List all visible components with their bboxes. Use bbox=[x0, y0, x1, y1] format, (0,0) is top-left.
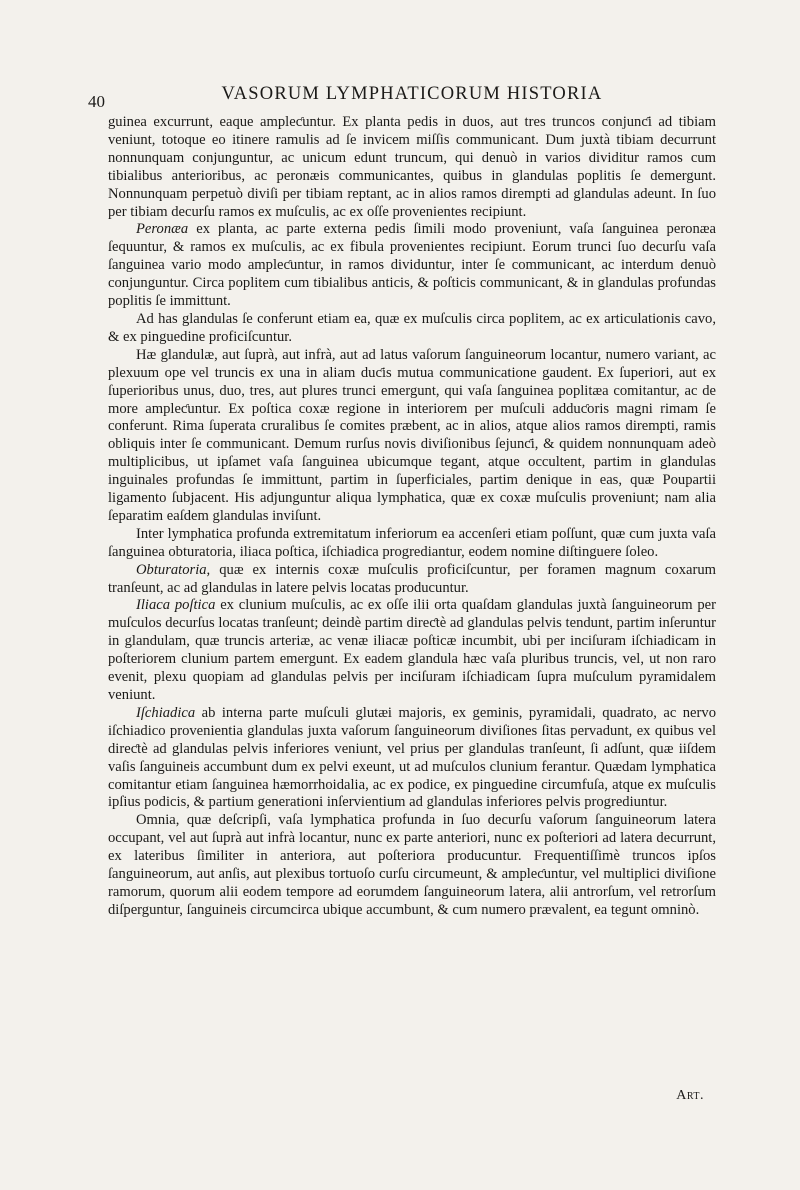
paragraph-text: Omnia, quæ deſcripſi, vaſa lymphatica profunda in ſuo decurſu vaſorum ſanguineorum latera occupant, vel aut ſuprà aut infrà locantur, nunc ex parte anteriori, nunc ex poſteriori ad latera decurrunt, ex lateribus ſimiliter in anteriora, aut poſteriora producuntur. Frequentiſſimè truncos ipſos ſanguineorum, aut anſis, aut plexibus tortuoſo curſu circumeunt, & ampleƈuntur, vel multiplici diviſione ramorum, quorum alii eodem tempore ad eorumdem ſanguineorum latera, alii antrorſum, vel retrorſum diſperguntur, ſanguineis circumcirca ubique accumbunt, & cum numero prævalent, ea tegunt omninò. bbox=[108, 812, 716, 918]
paragraph bbox=[108, 812, 716, 919]
catchword: Art. bbox=[676, 1088, 704, 1103]
running-title: VASORUM LYMPHATICORUM HISTORIA bbox=[221, 84, 603, 104]
paragraph-text: ex clunium muſculis, ac ex oſſe ilii orta quaſdam glandulas juxtà ſanguineorum per muſculos decurſus locatas tranſeunt; deindè partim direƈtè ad glandulas pelvis tendunt, partim inſeruntur in glandulam, quæ truncis arteriæ, ac venæ iliacæ poſticæ incumbit, ubi per inciſuram iſchiadicam in poſteriorem clunium partem emergunt. Ex eadem glandula hæc vaſa pluribus truncis, vel, ut non raro evenit, plexu quopiam ad glandulas pelvis per inciſuram iſchiadicam ſupra muſculum pyramidalem veniunt. bbox=[108, 597, 716, 703]
paragraph-text: Hæ glandulæ, aut ſuprà, aut infrà, aut ad latus vaſorum ſanguineorum locantur, numero variant, ac plexuum ope vel truncis ex una in aliam duƈis mutua communicatione gaudent. Ex ſuperiori, aut ex ſuperioribus unus, duo, tres, aut plures trunci emergunt, qui vaſa ſanguinea poplitæa comitantur, ac de more ampleƈuntur. Ex poſtica coxæ regione in interiorem per muſculi adduƈoris magni rimam ſe conferunt. Rima ſuperata cruralibus ſe comites præbent, ac in alios, atque alios ramos dirempti, ramis obliquis inter ſe communicant. Demum rurſus novis diviſionibus ſejunƈi, & quidem nonnunquam adeò multiplicibus, ut ipſamet vaſa ſanguinea ubicumque tegant, atque occultent, partim in glandulas inguinales profundas ſe immittunt, partim in ſuperficiales, partim denique in eas, quæ Poupartii ligamento ſubjacent. His adjunguntur aliqua lymphatica, quæ ex coxæ muſculis proveniunt; nam alia ſeparatim eaſdem glandulas inviſunt. bbox=[108, 346, 716, 524]
body-text bbox=[108, 114, 716, 920]
paragraph bbox=[108, 311, 716, 347]
paragraph bbox=[108, 562, 716, 598]
paragraph-text: ab interna parte muſculi glutæi majoris, ex geminis, pyramidali, quadrato, ac nervo iſchiadico provenientia glandulas juxta vaſorum ſanguineorum diviſiones ſitas pervadunt, ex quibus vel direƈtè ad glandulas pelvis inferiores veniunt, vel prius per glandulas tranſeunt, ſi adſunt, quæ iiſdem vaſis ſanguineis accumbunt dum ex pelvi exeunt, ut ad muſculos clunium ferantur. Quædam lymphatica comitantur etiam ſanguinea hæmorrhoidalia, ac ex podice, ex pinguedine circumfuſa, atque ex muſculis ipſius podicis, & partium generationi inſervientium ad glandulas inferiores pelvis progrediuntur. bbox=[108, 704, 716, 811]
paragraph bbox=[108, 114, 716, 221]
paragraph bbox=[108, 526, 716, 562]
paragraph-text: quæ ex internis coxæ muſculis proficiſcuntur, per foramen magnum coxarum tranſeunt, ac ad glandulas in latere pelvis locatas producuntur. bbox=[108, 561, 716, 596]
paragraph-text: Inter lymphatica profunda extremitatum inferiorum ea accenſeri etiam poſſunt, quæ cum juxta vaſa ſanguinea obturatoria, iliaca poſtica, iſchiadica progrediantur, eodem nomine diſtinguere ſoleo. bbox=[108, 525, 716, 560]
paragraph-text: ex planta, ac parte externa pedis ſimili modo proveniunt, vaſa ſanguinea peronæa ſequuntur, & ramos ex muſculis, ac ex fibula provenientes recipiunt. Eorum trunci ſuo decurſu vaſa ſanguinea vario modo ampleƈuntur, in ramos dividuntur, inter ſe communicant, ac interdum denuò conjunguntur. Circa poplitem cum tibialibus anticis, & poſticis communicant, & in glandulas profundas poplitis ſe immittunt. bbox=[108, 221, 716, 310]
paragraph bbox=[108, 347, 716, 526]
paragraph bbox=[108, 221, 716, 311]
paragraph-lead: Peronæa bbox=[136, 221, 189, 238]
paragraph-text: Ad has glandulas ſe conferunt etiam ea, quæ ex muſculis circa poplitem, ac ex articulationis cavo, & ex pinguedine proficiſcuntur. bbox=[108, 310, 716, 345]
page-header bbox=[88, 80, 716, 111]
paragraph-text: guinea excurrunt, eaque ampleƈuntur. Ex planta pedis in duos, aut tres truncos conjunƈi ad tibiam veniunt, totoque eo itinere ramulis ad ſe invicem miſſis communicant. Dum juxtà tibiam decurrunt nonnunquam conjunguntur, ac unicum edunt truncum, qui denuò in varios dividitur ramos cum tibialibus anterioribus, ac peronæis communicantes, quibus in glandulas poplitis ſe demergunt. Nonnunquam perpetuò diviſi per tibiam reptant, ac in alios ramos dirempti ad glandulas adeunt. In ſuo per tibiam decurſu ramos ex muſculis, ac ex oſſe provenientes recipiunt. bbox=[108, 114, 716, 220]
page-number: 40 bbox=[88, 92, 105, 111]
paragraph bbox=[108, 597, 716, 704]
paragraph bbox=[108, 705, 716, 812]
paragraph-lead: Obturatoria, bbox=[136, 561, 211, 578]
paragraph-lead: Iſchiadica bbox=[136, 704, 196, 721]
paragraph-lead: Iliaca poſtica bbox=[136, 597, 216, 614]
